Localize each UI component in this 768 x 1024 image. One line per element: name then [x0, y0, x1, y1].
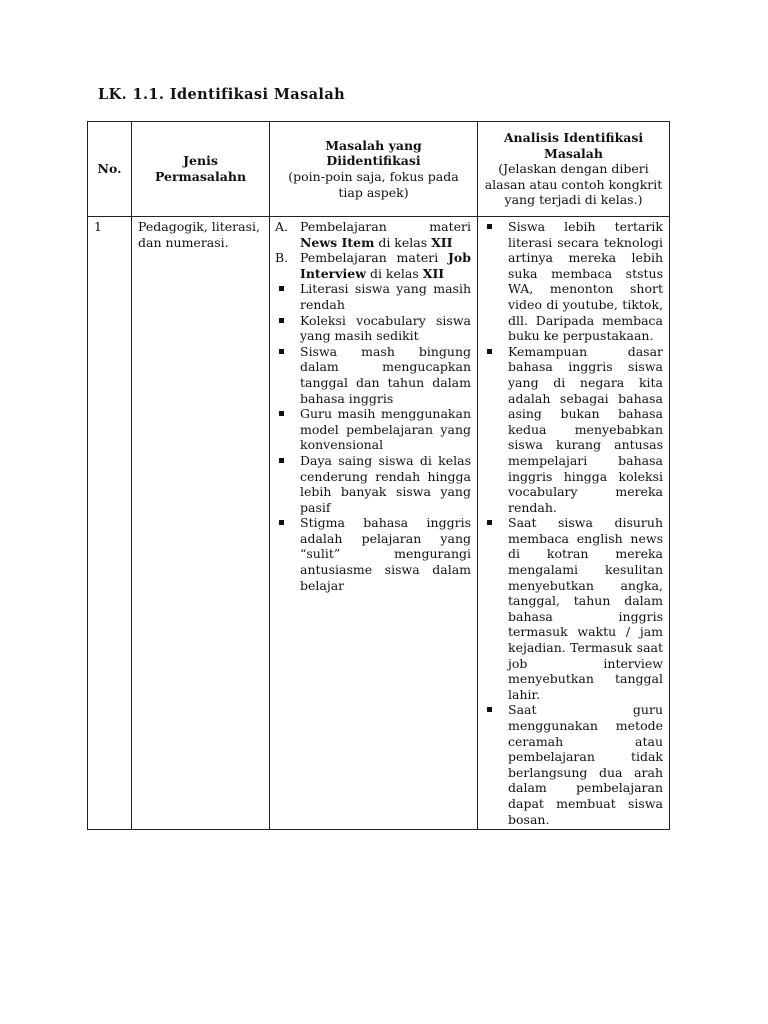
header-no-label: No.	[97, 161, 122, 177]
masalah-list	[275, 219, 471, 593]
square-bullet-icon	[279, 520, 284, 525]
square-bullet-icon	[487, 224, 492, 229]
table-row	[88, 217, 670, 830]
header-analisis	[478, 122, 670, 217]
square-bullet-icon	[279, 286, 284, 291]
analisis-item	[483, 219, 663, 344]
header-no	[88, 122, 132, 217]
masalah-item	[275, 344, 471, 406]
square-bullet-icon	[487, 520, 492, 525]
masalah-item	[275, 406, 471, 453]
row-masalah	[270, 217, 478, 830]
header-masalah-note: (poin-poin saja, fokus pada tiap aspek)	[288, 169, 459, 200]
masalah-item	[275, 453, 471, 515]
table-header-row	[88, 122, 670, 217]
header-masalah-label: Masalah yang Diidentifikasi	[325, 137, 422, 169]
row-jenis: Pedagogik, literasi, dan numerasi.	[132, 217, 270, 830]
problem-identification-table	[87, 121, 670, 830]
header-jenis	[132, 122, 270, 217]
masalah-item	[275, 219, 471, 250]
masalah-item-text: di kelas	[365, 265, 423, 281]
masalah-item-topic: News Item	[300, 234, 375, 250]
header-analisis-note: (Jelaskan dengan diberi alasan atau contoh kongkrit yang terjadi di kelas.)	[484, 161, 663, 208]
masalah-item-class: XII	[422, 265, 445, 281]
masalah-item	[275, 515, 471, 593]
masalah-item	[275, 281, 471, 312]
worksheet-title: LK. 1.1. Identifikasi Masalah	[98, 86, 346, 103]
analisis-item	[483, 515, 663, 702]
header-jenis-label: Jenis Permasalahn	[154, 153, 247, 184]
square-bullet-icon	[279, 318, 284, 323]
masalah-item-class: XII	[431, 234, 453, 250]
analisis-list	[483, 219, 663, 827]
analisis-item-text: Saat guru menggunakan metode ceramah atau pembelajaran tidak berlangsung dua arah dalam pembelajaran dapat membuat siswa bosan.	[508, 702, 663, 827]
masalah-item-marker: B.	[275, 250, 289, 266]
analisis-item-text: Kemampuan dasar bahasa inggris siswa yang di negara kita adalah sebagai bahasa asing bukan bahasa kedua menyebabkan siswa kurang antusas mempelajari bahasa inggris hingga koleksi vocabulary mereka rendah.	[508, 343, 663, 515]
masalah-item	[275, 250, 471, 281]
analisis-item-text: Saat siswa disuruh membaca english news di kotran mereka mengalami kesulitan menyebutkan angka, tanggal, tahun dalam bahasa inggris termasuk waktu / jam kejadian. Termasuk saat job interview menyebutkan tanggal lahir.	[508, 515, 663, 702]
header-masalah	[270, 122, 478, 217]
masalah-item-text: Daya saing siswa di kelas cenderung rendah hingga lebih banyak siswa yang pasif	[300, 452, 471, 515]
square-bullet-icon	[487, 349, 492, 354]
masalah-item-text: Pembelajaran materi	[300, 250, 448, 266]
masalah-item-text: Pembelajaran materi	[300, 219, 471, 234]
masalah-item-text: di kelas	[374, 234, 432, 250]
masalah-item	[275, 313, 471, 344]
masalah-item-text: Literasi siswa yang masih rendah	[300, 281, 471, 312]
header-analisis-label: Analisis Identifikasi Masalah	[503, 130, 644, 161]
square-bullet-icon	[487, 707, 492, 712]
square-bullet-icon	[279, 349, 284, 354]
square-bullet-icon	[279, 411, 284, 416]
square-bullet-icon	[279, 458, 284, 463]
masalah-item-text: Stigma bahasa inggris adalah pelajaran yang “sulit” mengurangi antusiasme siswa dalam belajar	[300, 515, 471, 593]
masalah-item-text: Koleksi vocabulary siswa yang masih sedikit	[300, 312, 471, 344]
row-number: 1	[88, 217, 132, 830]
analisis-item-text: Siswa lebih tertarik literasi secara teknologi artinya mereka lebih suka membaca ststus WA, menonton short video di youtube, tiktok, dll. Daripada membaca buku ke perpustakaan.	[508, 219, 663, 344]
masalah-item-text: Siswa mash bingung dalam mengucapkan tanggal dan tahun dalam bahasa inggris	[300, 343, 471, 406]
masalah-item-marker: A.	[275, 219, 289, 234]
masalah-item-topic: Job Interview	[300, 250, 471, 281]
row-analisis	[478, 217, 670, 830]
masalah-item-text: Guru masih menggunakan model pembelajaran yang konvensional	[300, 406, 471, 453]
analisis-item	[483, 344, 663, 516]
analisis-item	[483, 702, 663, 827]
